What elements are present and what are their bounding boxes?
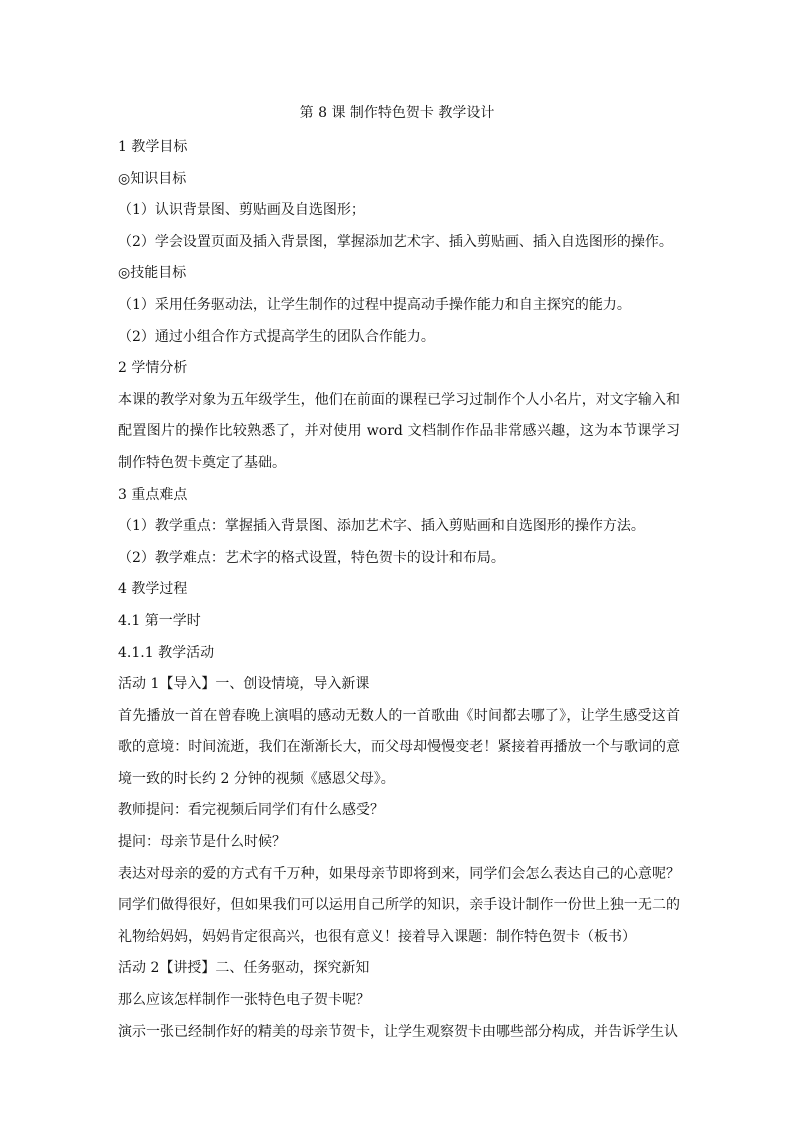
document-title: 第 8 课 制作特色贺卡 教学设计	[299, 105, 495, 121]
subheading-skill-goals: ◎技能目标	[118, 265, 187, 282]
list-item: （1）教学重点：掌握插入背景图、添加艺术字、插入剪贴画和自选图形的操作方法。	[118, 518, 645, 535]
activity-heading: 活动 1【导入】一、创设情境，导入新课	[118, 676, 370, 693]
body-paragraph: 首先播放一首在曾春晚上演唱的感动无数人的一首歌曲《时间都去哪了》，让学生感受这首歌的意境：时间流逝，我们在渐渐长大，而父母却慢慢变老！紧接着再播放一个与歌词的意境一致的时长约 2 分钟的视频《感恩父母》。	[118, 707, 680, 787]
list-item: （1）采用任务驱动法，让学生制作的过程中提高动手操作能力和自主探究的能力。	[118, 296, 631, 313]
activity-heading: 活动 2【讲授】二、任务驱动，探究新知	[118, 960, 370, 977]
body-paragraph: 教师提问：看完视频后同学们有什么感受？	[118, 802, 384, 819]
list-item: （2）学会设置页面及插入背景图，掌握添加艺术字、插入剪贴画、插入自选图形的操作。	[118, 233, 673, 250]
section-heading-process: 4 教学过程	[118, 581, 188, 598]
section-heading-student-analysis: 2 学情分析	[118, 360, 188, 377]
body-paragraph: 本课的教学对象为五年级学生，他们在前面的课程已学习过制作个人小名片，对文字输入和配置图片的操作比较熟悉了，并对使用 word 文档制作作品非常感兴趣，这为本节课学习制作特色贺卡奠定了基础。	[118, 391, 680, 471]
body-paragraph: 提问：母亲节是什么时候？	[118, 834, 286, 851]
list-item: （2）教学难点：艺术字的格式设置，特色贺卡的设计和布局。	[118, 549, 505, 566]
body-paragraph: 表达对母亲的爱的方式有千万种，如果母亲节即将到来，同学们会怎么表达自己的心意呢？同学们做得很好，但如果我们可以运用自己所学的知识，亲手设计制作一份世上独一无二的礼物给妈妈，妈妈肯定很高兴，也很有意义！接着导入课题：制作特色贺卡（板书）	[118, 865, 680, 945]
body-paragraph: 演示一张已经制作好的精美的母亲节贺卡，让学生观察贺卡由哪些部分构成，并告诉学生认	[118, 1023, 678, 1040]
section-heading-key-points: 3 重点难点	[118, 486, 188, 503]
list-item: （2）通过小组合作方式提高学生的团队合作能力。	[118, 328, 435, 345]
subheading-knowledge-goals: ◎知识目标	[118, 170, 187, 187]
subsection-heading: 4.1 第一学时	[118, 612, 201, 629]
subsection-heading: 4.1.1 教学活动	[118, 644, 215, 661]
document-body	[118, 132, 680, 1048]
body-paragraph: 那么应该怎样制作一张特色电子贺卡呢？	[118, 992, 370, 1009]
list-item: （1）认识背景图、剪贴画及自选图形；	[118, 202, 365, 219]
section-heading-objectives: 1 教学目标	[118, 139, 188, 155]
